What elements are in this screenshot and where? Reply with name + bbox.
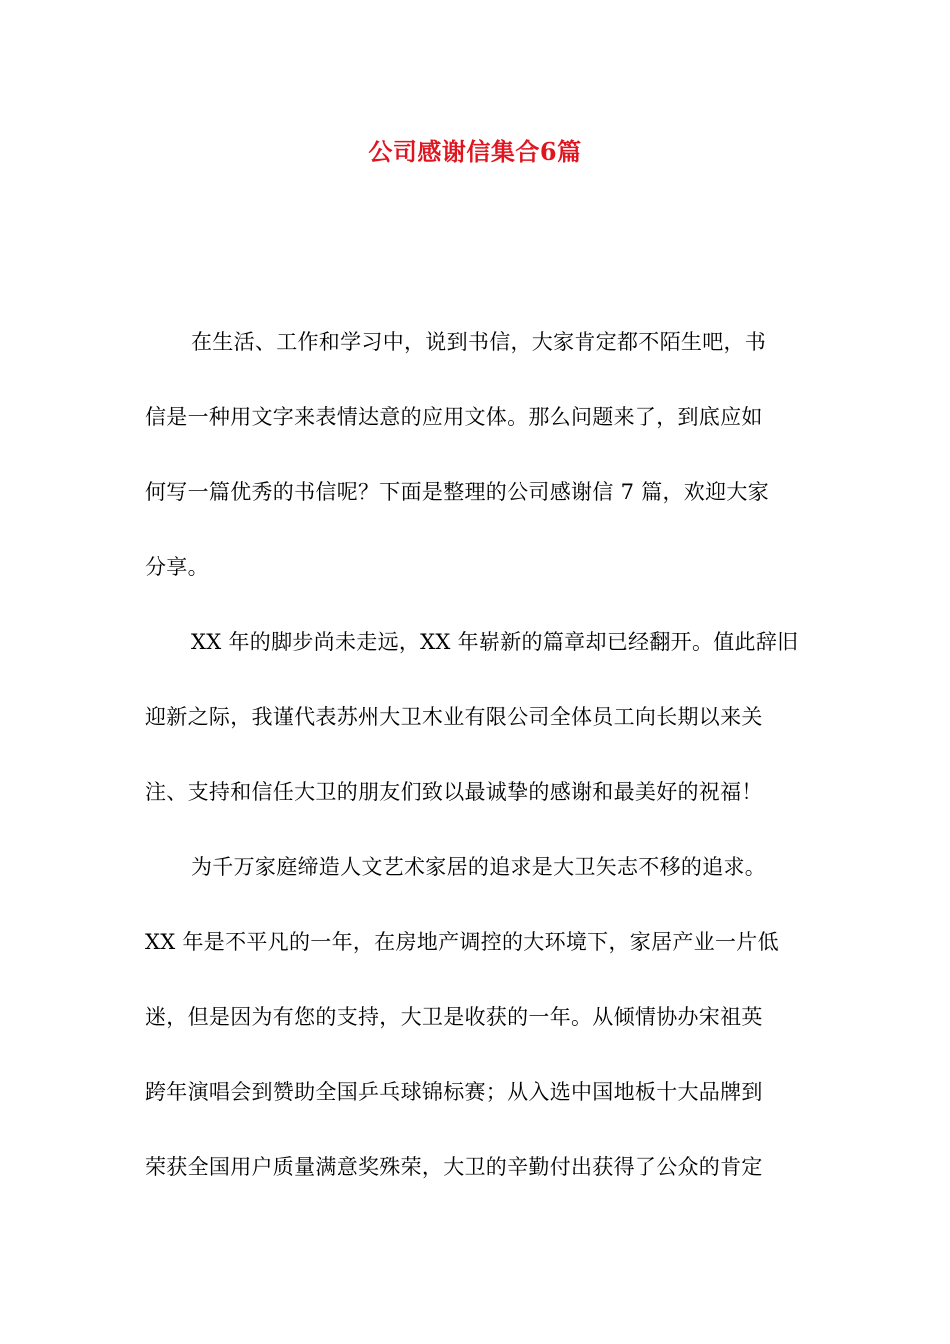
body-line: 在生活、工作和学习中，说到书信，大家肯定都不陌生吧，书 [191, 330, 767, 354]
body-line: 何写一篇优秀的书信呢？下面是整理的公司感谢信 7 篇，欢迎大家 [145, 480, 770, 504]
body-line: 信是一种用文字来表情达意的应用文体。那么问题来了，到底应如 [145, 405, 763, 429]
body-line: 分享。 [145, 555, 209, 579]
document-title: 公司感谢信集合6篇 [368, 137, 582, 166]
body-line: 迷，但是因为有您的支持，大卫是收获的一年。从倾情协办宋祖英 [145, 1005, 763, 1029]
body-line: XX 年是不平凡的一年，在房地产调控的大环境下，家居产业一片低 [145, 930, 779, 954]
body-line: 荣获全国用户质量满意奖殊荣，大卫的辛勤付出获得了公众的肯定 [145, 1155, 763, 1179]
body-line: XX 年的脚步尚未走远，XX 年崭新的篇章却已经翻开。值此辞旧 [191, 630, 799, 654]
document-body [145, 320, 813, 1220]
body-line: 迎新之际，我谨代表苏州大卫木业有限公司全体员工向长期以来关 [145, 705, 763, 729]
body-line: 跨年演唱会到赞助全国乒乓球锦标赛；从入选中国地板十大品牌到 [145, 1080, 763, 1104]
body-line: 注、支持和信任大卫的朋友们致以最诚挚的感谢和最美好的祝福！ [145, 780, 763, 804]
body-line: 为千万家庭缔造人文艺术家居的追求是大卫矢志不移的追求。 [191, 855, 767, 879]
